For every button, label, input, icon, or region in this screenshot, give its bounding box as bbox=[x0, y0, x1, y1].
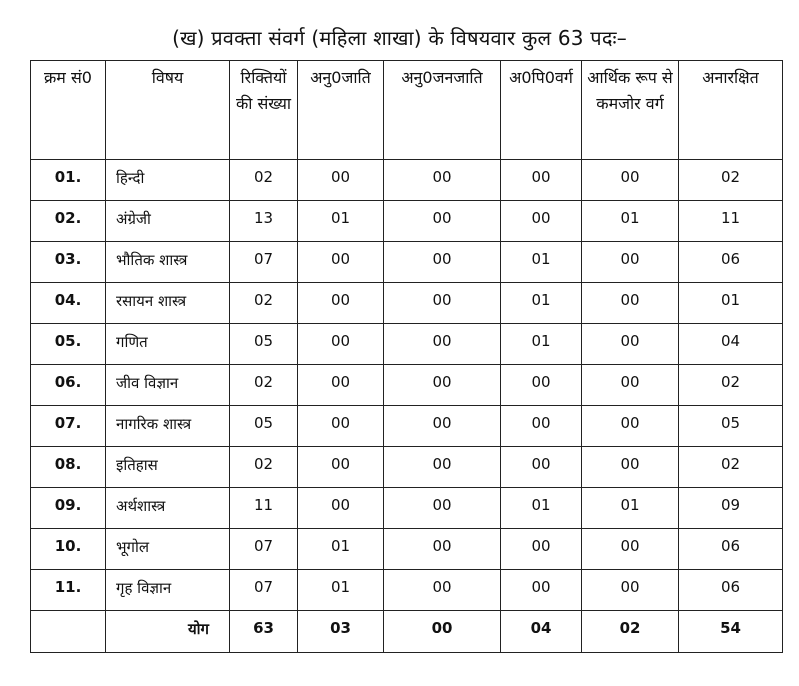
cell-sc: 00 bbox=[298, 488, 384, 529]
table-row bbox=[31, 242, 783, 283]
cell-sc: 00 bbox=[298, 406, 384, 447]
cell-obc: 01 bbox=[501, 283, 582, 324]
cell-vacancies: 13 bbox=[230, 201, 298, 242]
table-row bbox=[31, 529, 783, 570]
cell-serial: 02. bbox=[31, 201, 106, 242]
cell-obc: 01 bbox=[501, 242, 582, 283]
cell-subject: जीव विज्ञान bbox=[106, 365, 230, 406]
cell-serial: 06. bbox=[31, 365, 106, 406]
cell-vacancies: 05 bbox=[230, 406, 298, 447]
cell-vacancies: 07 bbox=[230, 570, 298, 611]
table-row bbox=[31, 201, 783, 242]
cell-obc: 00 bbox=[501, 160, 582, 201]
table-row bbox=[31, 447, 783, 488]
table-row bbox=[31, 406, 783, 447]
cell-vacancies: 02 bbox=[230, 365, 298, 406]
cell-vacancies: 07 bbox=[230, 529, 298, 570]
total-blank-cell bbox=[31, 611, 106, 653]
cell-obc: 00 bbox=[501, 447, 582, 488]
header-sc: अनु0जाति bbox=[298, 61, 384, 160]
cell-ews: 00 bbox=[582, 365, 679, 406]
cell-subject: हिन्दी bbox=[106, 160, 230, 201]
cell-unreserved: 02 bbox=[679, 365, 783, 406]
table-row bbox=[31, 570, 783, 611]
cell-ews: 00 bbox=[582, 283, 679, 324]
cell-st: 00 bbox=[384, 201, 501, 242]
cell-subject: अंग्रेजी bbox=[106, 201, 230, 242]
cell-st: 00 bbox=[384, 447, 501, 488]
cell-sc: 00 bbox=[298, 242, 384, 283]
cell-sc: 01 bbox=[298, 529, 384, 570]
cell-unreserved: 04 bbox=[679, 324, 783, 365]
header-unreserved: अनारक्षित bbox=[679, 61, 783, 160]
cell-vacancies: 07 bbox=[230, 242, 298, 283]
cell-vacancies: 02 bbox=[230, 160, 298, 201]
cell-subject: गृह विज्ञान bbox=[106, 570, 230, 611]
total-unreserved: 54 bbox=[679, 611, 783, 653]
cell-ews: 00 bbox=[582, 324, 679, 365]
cell-subject: इतिहास bbox=[106, 447, 230, 488]
cell-vacancies: 11 bbox=[230, 488, 298, 529]
cell-vacancies: 02 bbox=[230, 447, 298, 488]
vacancy-table bbox=[30, 60, 783, 653]
total-vacancies: 63 bbox=[230, 611, 298, 653]
cell-unreserved: 11 bbox=[679, 201, 783, 242]
cell-serial: 07. bbox=[31, 406, 106, 447]
total-label: योग bbox=[106, 611, 230, 653]
cell-serial: 08. bbox=[31, 447, 106, 488]
cell-sc: 01 bbox=[298, 201, 384, 242]
header-obc: अ0पि0वर्ग bbox=[501, 61, 582, 160]
cell-sc: 00 bbox=[298, 324, 384, 365]
table-row bbox=[31, 283, 783, 324]
cell-st: 00 bbox=[384, 529, 501, 570]
cell-subject: गणित bbox=[106, 324, 230, 365]
cell-st: 00 bbox=[384, 406, 501, 447]
cell-obc: 01 bbox=[501, 324, 582, 365]
cell-st: 00 bbox=[384, 365, 501, 406]
total-ews: 02 bbox=[582, 611, 679, 653]
cell-subject: रसायन शास्त्र bbox=[106, 283, 230, 324]
table-row bbox=[31, 324, 783, 365]
cell-ews: 00 bbox=[582, 570, 679, 611]
cell-unreserved: 09 bbox=[679, 488, 783, 529]
cell-serial: 09. bbox=[31, 488, 106, 529]
cell-unreserved: 05 bbox=[679, 406, 783, 447]
cell-serial: 11. bbox=[31, 570, 106, 611]
cell-ews: 01 bbox=[582, 488, 679, 529]
total-st: 00 bbox=[384, 611, 501, 653]
cell-sc: 01 bbox=[298, 570, 384, 611]
cell-serial: 10. bbox=[31, 529, 106, 570]
cell-obc: 00 bbox=[501, 529, 582, 570]
cell-vacancies: 05 bbox=[230, 324, 298, 365]
cell-st: 00 bbox=[384, 160, 501, 201]
table-row bbox=[31, 488, 783, 529]
table-header-row bbox=[31, 61, 783, 160]
cell-unreserved: 02 bbox=[679, 447, 783, 488]
cell-serial: 05. bbox=[31, 324, 106, 365]
cell-obc: 01 bbox=[501, 488, 582, 529]
header-vacancies: रिक्तियों की संख्या bbox=[230, 61, 298, 160]
cell-ews: 00 bbox=[582, 406, 679, 447]
header-ews: आर्थिक रूप से कमजोर वर्ग bbox=[582, 61, 679, 160]
cell-ews: 00 bbox=[582, 529, 679, 570]
cell-subject: भूगोल bbox=[106, 529, 230, 570]
cell-sc: 00 bbox=[298, 283, 384, 324]
cell-serial: 04. bbox=[31, 283, 106, 324]
cell-ews: 00 bbox=[582, 242, 679, 283]
page-title: (ख) प्रवक्ता संवर्ग (महिला शाखा) के विषयवार कुल 63 पदः– bbox=[172, 26, 627, 50]
cell-unreserved: 01 bbox=[679, 283, 783, 324]
total-obc: 04 bbox=[501, 611, 582, 653]
cell-obc: 00 bbox=[501, 406, 582, 447]
cell-st: 00 bbox=[384, 324, 501, 365]
cell-st: 00 bbox=[384, 242, 501, 283]
table-row bbox=[31, 160, 783, 201]
cell-unreserved: 02 bbox=[679, 160, 783, 201]
cell-sc: 00 bbox=[298, 447, 384, 488]
total-row bbox=[31, 611, 783, 653]
header-st: अनु0जनजाति bbox=[384, 61, 501, 160]
header-subject: विषय bbox=[106, 61, 230, 160]
cell-st: 00 bbox=[384, 283, 501, 324]
cell-st: 00 bbox=[384, 570, 501, 611]
cell-serial: 01. bbox=[31, 160, 106, 201]
cell-unreserved: 06 bbox=[679, 242, 783, 283]
total-sc: 03 bbox=[298, 611, 384, 653]
header-serial: क्रम सं0 bbox=[31, 61, 106, 160]
cell-sc: 00 bbox=[298, 365, 384, 406]
cell-ews: 01 bbox=[582, 201, 679, 242]
cell-obc: 00 bbox=[501, 201, 582, 242]
cell-serial: 03. bbox=[31, 242, 106, 283]
cell-unreserved: 06 bbox=[679, 570, 783, 611]
cell-ews: 00 bbox=[582, 160, 679, 201]
cell-ews: 00 bbox=[582, 447, 679, 488]
cell-sc: 00 bbox=[298, 160, 384, 201]
cell-subject: नागरिक शास्त्र bbox=[106, 406, 230, 447]
cell-st: 00 bbox=[384, 488, 501, 529]
cell-vacancies: 02 bbox=[230, 283, 298, 324]
cell-obc: 00 bbox=[501, 570, 582, 611]
cell-obc: 00 bbox=[501, 365, 582, 406]
table-row bbox=[31, 365, 783, 406]
cell-unreserved: 06 bbox=[679, 529, 783, 570]
cell-subject: अर्थशास्त्र bbox=[106, 488, 230, 529]
cell-subject: भौतिक शास्त्र bbox=[106, 242, 230, 283]
